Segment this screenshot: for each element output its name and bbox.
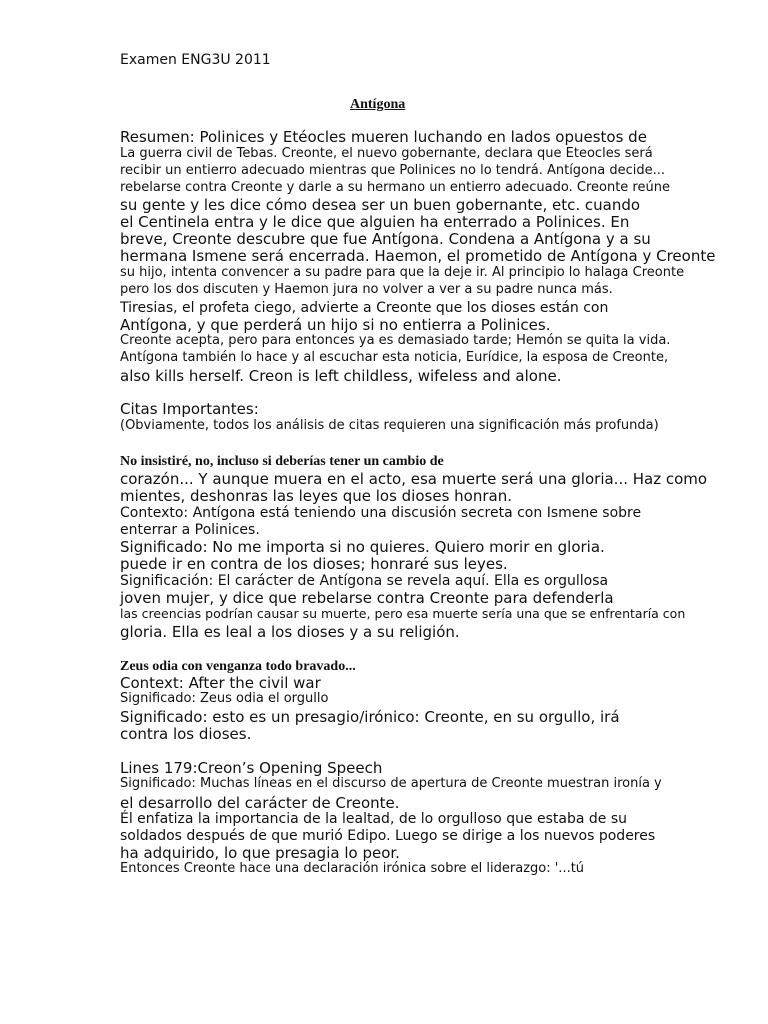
lines-line: ha adquirido, lo que presagia lo peor. — [120, 844, 400, 862]
summary-line: breve, Creonte descubre que fue Antígona. Condena a Antígona y a su — [120, 230, 651, 248]
lines-heading: Lines 179:Creon’s Opening Speech — [120, 759, 383, 777]
quote-line: joven mujer, y dice que rebelarse contra Creonte para defenderla — [120, 589, 614, 607]
quote-line: Significado: Zeus odia el orgullo — [120, 691, 329, 706]
summary-line: rebelarse contra Creonte y darle a su hermano un entierro adecuado. Creonte reúne — [120, 180, 670, 195]
quote-line: puede ir en contra de los dioses; honraré sus leyes. — [120, 555, 508, 573]
quote-line: Significado: No me importa si no quieres. Quiero morir en gloria. — [120, 538, 605, 556]
summary-line: el Centinela entra y le dice que alguien ha enterrado a Polinices. En — [120, 213, 630, 231]
summary-line: recibir un entierro adecuado mientras que Polinices no lo tendrá. Antígona decide... — [120, 163, 666, 178]
summary-line: Creonte acepta, pero para entonces ya es demasiado tarde; Hemón se quita la vida. — [120, 333, 671, 348]
quotes-heading: Citas Importantes: — [120, 400, 259, 418]
quote-line: corazón... Y aunque muera en el acto, esa muerte será una gloria... Haz como — [120, 470, 708, 488]
document-title: Antígona — [350, 97, 406, 112]
summary-line: hermana Ismene será encerrada. Haemon, el prometido de Antígona y Creonte — [120, 247, 716, 265]
summary-line: La guerra civil de Tebas. Creonte, el nuevo gobernante, declara que Eteocles será — [120, 146, 653, 161]
lines-line: Entonces Creonte hace una declaración irónica sobre el liderazgo: '...tú — [120, 861, 585, 876]
quote-line: Context: After the civil war — [120, 674, 321, 692]
quote-line: Contexto: Antígona está teniendo una discusión secreta con Ismene sobre — [120, 505, 642, 521]
summary-line: pero los dos discuten y Haemon jura no volver a ver a su padre nunca más. — [120, 282, 613, 297]
quote-line: mientes, deshonras las leyes que los dioses honran. — [120, 487, 512, 505]
quote-line: Significado: esto es un presagio/irónico: Creonte, en su orgullo, irá — [120, 708, 620, 726]
lines-line: soldados después de que murió Edipo. Luego se dirige a los nuevos poderes — [120, 828, 656, 844]
exam-header: Examen ENG3U 2011 — [120, 52, 271, 68]
summary-line: su hijo, intenta convencer a su padre para que la deje ir. Al principio lo halaga Creonte — [120, 265, 685, 280]
quote-line: enterrar a Polinices. — [120, 522, 260, 538]
quote-line: las creencias podrían causar su muerte, pero esa muerte sería una que se enfrentaría con — [120, 606, 686, 621]
lines-line: el desarrollo del carácter de Creonte. — [120, 794, 400, 812]
quote-heading: No insistiré, no, incluso si deberías tener un cambio de — [120, 454, 444, 469]
summary-line: su gente y les dice cómo desea ser un buen gobernante, etc. cuando — [120, 196, 641, 214]
quote-line: gloria. Ella es leal a los dioses y a su religión. — [120, 623, 460, 641]
summary-line: Tiresias, el profeta ciego, advierte a Creonte que los dioses están con — [120, 300, 609, 316]
quote-heading: Zeus odia con venganza todo bravado... — [120, 659, 356, 674]
quote-line: Significación: El carácter de Antígona se revela aquí. Ella es orgullosa — [120, 573, 609, 589]
summary-line: Antígona, y que perderá un hijo si no entierra a Polinices. — [120, 316, 551, 334]
summary-line: Resumen: Polinices y Etéocles mueren luchando en lados opuestos de — [120, 128, 647, 146]
lines-line: Él enfatiza la importancia de la lealtad, de lo orgulloso que estaba de su — [120, 811, 628, 827]
summary-line: Antígona también lo hace y al escuchar esta noticia, Eurídice, la esposa de Creonte, — [120, 350, 669, 365]
quotes-note: (Obviamente, todos los análisis de citas requieren una significación más profunda) — [120, 418, 659, 433]
quote-line: contra los dioses. — [120, 725, 252, 743]
lines-line: Significado: Muchas líneas en el discurso de apertura de Creonte muestran ironía y — [120, 776, 662, 791]
summary-line: also kills herself. Creon is left childless, wifeless and alone. — [120, 367, 562, 385]
